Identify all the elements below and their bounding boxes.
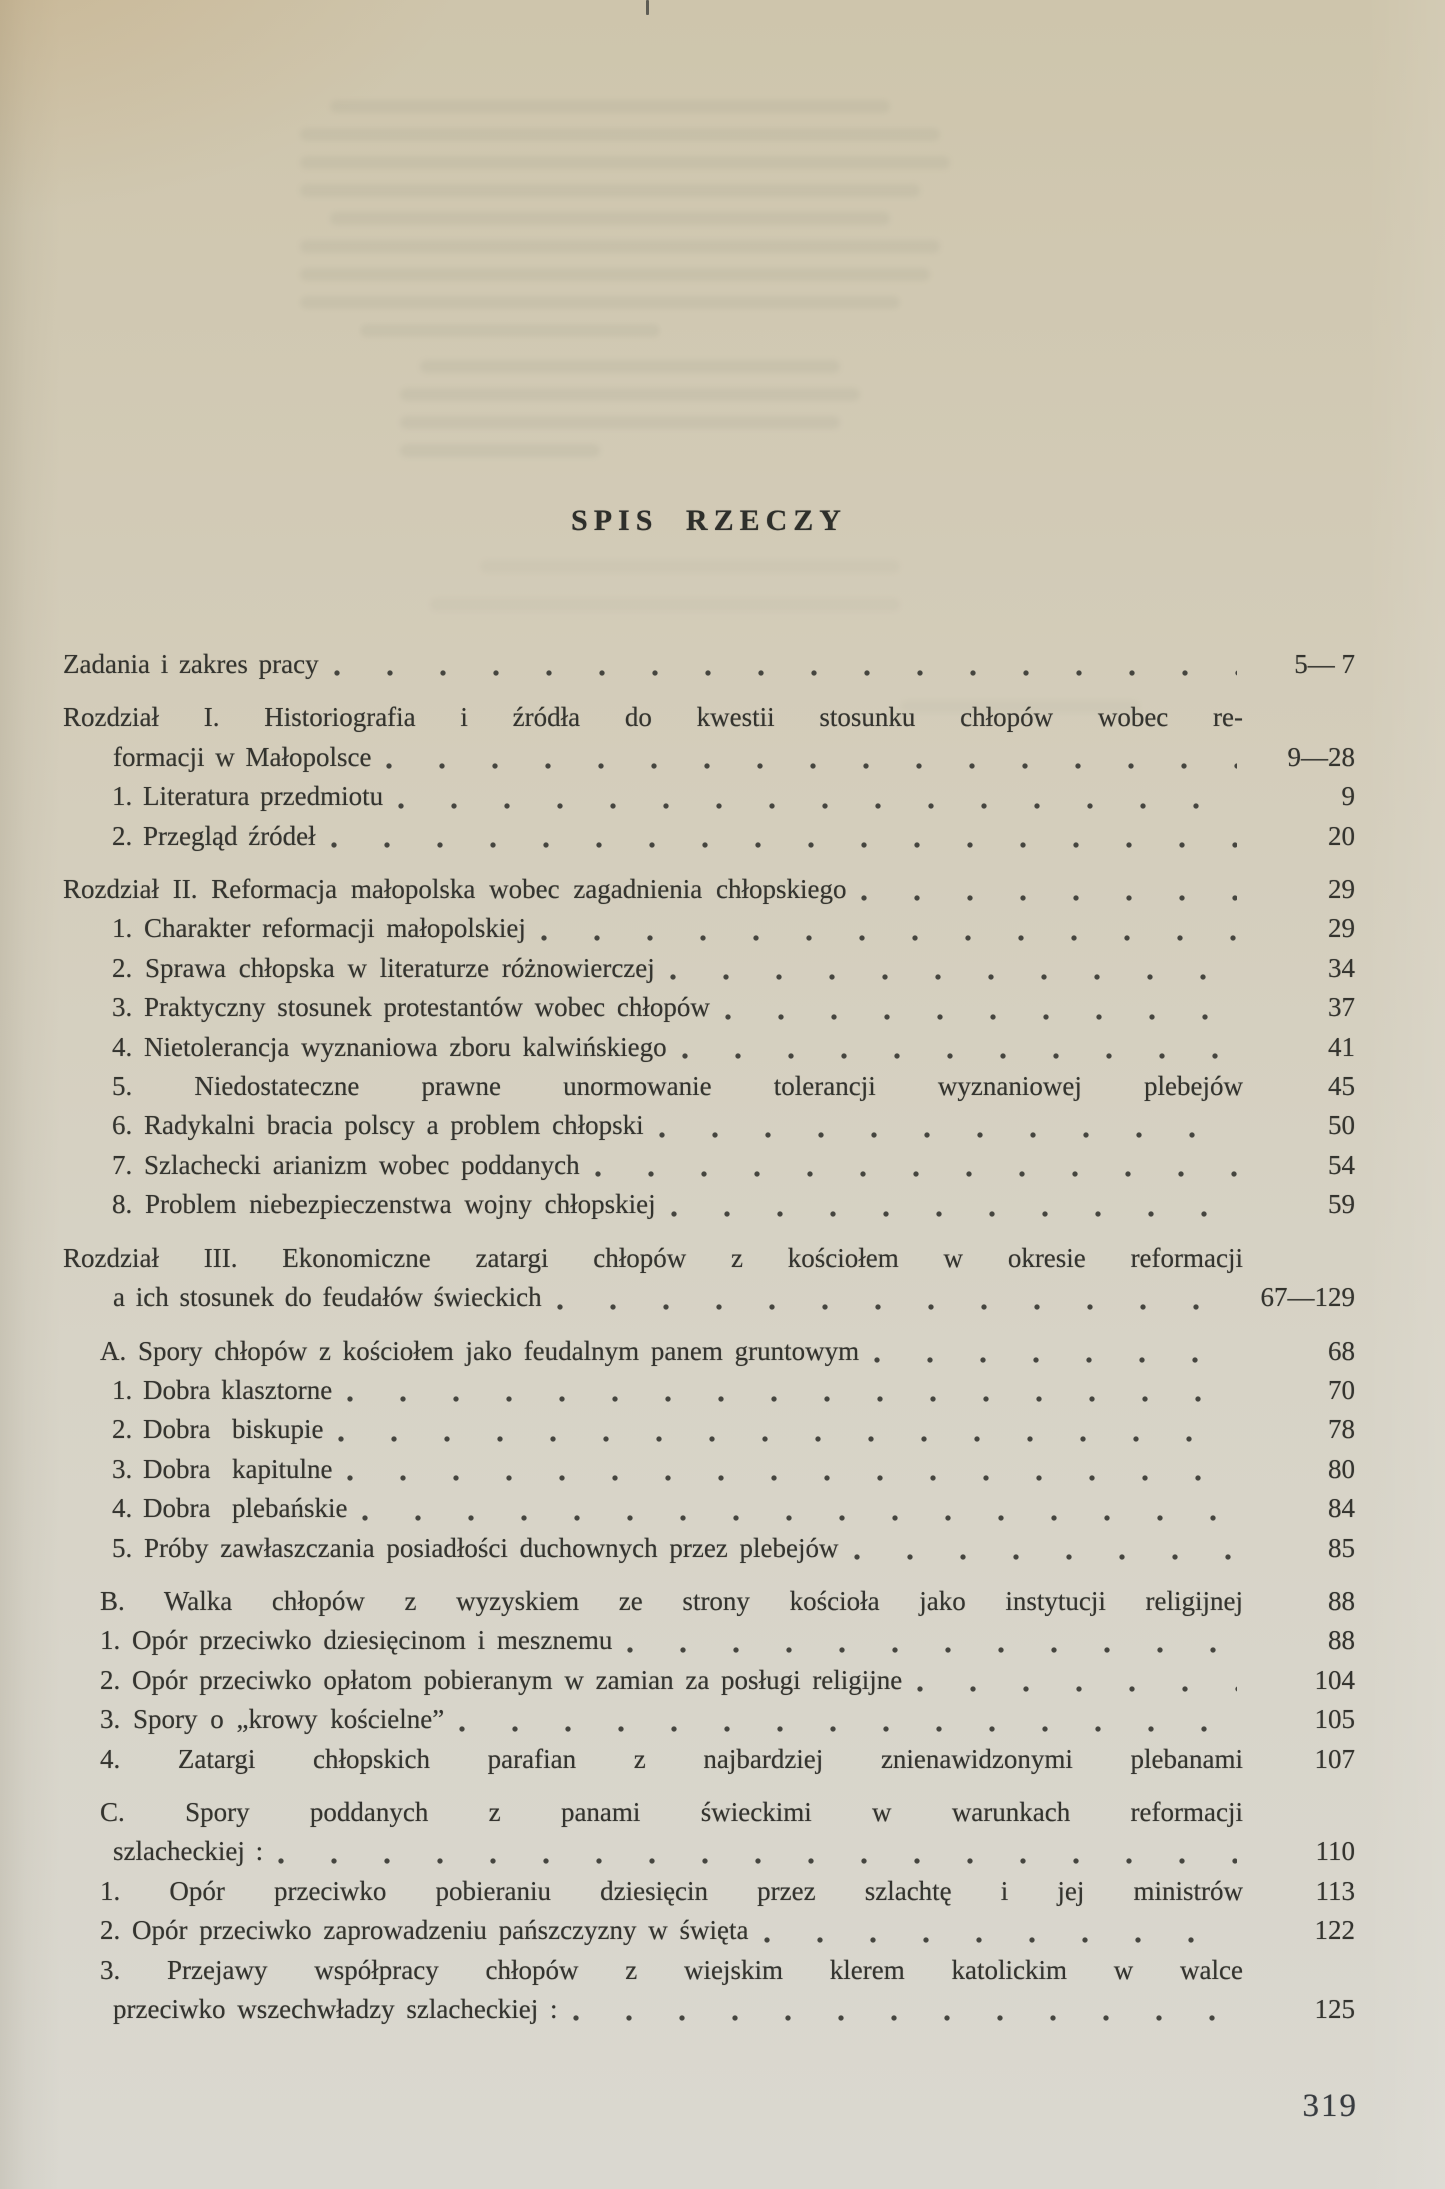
toc-page-number: 85 [1328,1532,1355,1563]
toc-row [63,870,1355,909]
toc-row [63,1450,1355,1489]
toc-leader-dots [670,1210,1237,1218]
toc-row [63,645,1355,684]
toc-row [63,1990,1355,2029]
ghost-text-line [400,388,860,401]
toc-page-number: 41 [1328,1031,1355,1062]
toc-page-number: 45 [1328,1071,1355,1102]
scan-artifact-mark [646,0,649,15]
toc-entry-text: 1. Charakter reformacji małopolskiej [112,913,526,944]
folio-page-number: 319 [1302,2088,1358,2124]
toc-leader-dots [458,1725,1237,1733]
toc-entry-text: 3. Przejawy współpracy chłopów z wiejskim klerem katolickim w walce [100,1954,1243,1985]
toc-entry-text: a ich stosunek do feudałów świeckich [113,1282,542,1313]
toc-page-number: 110 [1315,1836,1355,1867]
toc-row [63,1239,1355,1278]
toc-leader-dots [594,1170,1237,1178]
toc-entry-text: 5. Próby zawłaszczania posiadłości duchownych przez plebejów [112,1532,839,1563]
ghost-text-line [300,240,940,253]
toc-leader-dots [397,802,1237,810]
toc-entry-text: Rozdział II. Reformacja małopolska wobec zagadnienia chłopskiego [63,874,847,905]
toc-leader-dots [916,1685,1237,1693]
toc-page-number: 67—129 [1260,1282,1355,1313]
toc-row [63,1872,1355,1911]
toc-row [63,1489,1355,1528]
toc-page-number: 50 [1328,1110,1355,1141]
toc-row [63,1661,1355,1700]
toc-page-number: 34 [1328,952,1355,983]
toc-leader-dots [763,1936,1238,1944]
toc-row [63,909,1355,948]
toc-entry-text: 3. Praktyczny stosunek protestantów wobec chłopów [112,992,710,1023]
toc-row [63,1582,1355,1621]
toc-entry-text: 2. Dobra biskupie [112,1414,324,1445]
page-title: SPIS RZECZY [571,504,847,537]
ghost-text-line [300,268,930,281]
ghost-text-line [400,444,600,457]
toc-entry-text: 5. Niedostateczne prawne unormowanie tolerancji wyznaniowej plebejów [112,1071,1243,1102]
toc-leader-dots [361,1514,1237,1522]
toc-row [63,1951,1355,1990]
toc-leader-dots [277,1857,1237,1865]
toc-row [63,1410,1355,1449]
toc-page-number: 125 [1314,1994,1355,2024]
toc-leader-dots [853,1553,1237,1561]
toc-leader-dots [346,1474,1237,1482]
toc-entry-text: 4. Dobra plebańskie [112,1493,348,1524]
toc-row [63,1067,1355,1106]
toc-row [63,949,1355,988]
ghost-text-line [300,128,940,141]
toc-page-number: 78 [1328,1414,1355,1445]
toc-entry-text: 3. Dobra kapitulne [112,1453,333,1484]
toc-row [63,988,1355,1027]
ghost-text-line [300,296,900,309]
toc-page-number: 122 [1314,1915,1355,1946]
toc-page-number: 29 [1328,874,1355,905]
toc-entry-text: 1. Literatura przedmiotu [112,781,384,812]
toc-page-number: 104 [1314,1664,1355,1695]
toc-entry-text: Zadania i zakres pracy [63,649,319,679]
toc-leader-dots [337,1435,1237,1443]
toc-entry-text: 7. Szlachecki arianizm wobec poddanych [112,1149,580,1180]
ghost-text-line [360,324,660,337]
toc-page-number: 80 [1328,1453,1355,1484]
toc-row [63,1371,1355,1410]
toc-row [63,1106,1355,1145]
toc-leader-dots [724,1013,1237,1021]
toc-row [63,1278,1355,1317]
toc-entry-text: 6. Radykalni bracia polscy a problem chłopski [112,1110,644,1141]
ghost-text-line [300,184,920,197]
toc-row [63,817,1355,856]
ghost-text-line [430,598,900,611]
toc-page-number: 37 [1328,992,1355,1023]
ghost-text-line [330,212,890,225]
toc-page-number: 105 [1314,1704,1355,1735]
toc-entry-text: A. Spory chłopów z kościołem jako feudalnym panem gruntowym [100,1335,860,1366]
toc-row [63,1332,1355,1371]
toc-entry-text: 2. Sprawa chłopska w literaturze różnowierczej [112,952,655,983]
toc-entry-text: C. Spory poddanych z panami świeckimi w warunkach reformacji [100,1796,1243,1827]
toc-row [63,1028,1355,1067]
toc-row [63,1911,1355,1950]
toc-page-number: 88 [1328,1585,1355,1616]
toc-page-number: 59 [1328,1189,1355,1220]
toc-row [63,738,1355,777]
toc-leader-dots [681,1052,1237,1060]
toc-leader-dots [658,1131,1237,1139]
toc-row [63,1793,1355,1832]
toc-row [63,777,1355,816]
toc-entry-text: Rozdział III. Ekonomiczne zatargi chłopów z kościołem w okresie reformacji [63,1242,1243,1273]
toc-leader-dots [572,2014,1237,2022]
ghost-text-line [400,416,840,429]
toc-row [63,1185,1355,1224]
toc-page-number: 107 [1314,1743,1355,1774]
toc-row [63,1740,1355,1779]
toc-entry-text: 2. Opór przeciwko opłatom pobieranym w zamian za posługi religijne [100,1664,903,1695]
ghost-text-line [330,100,890,113]
toc-page-number: 9 [1341,781,1355,812]
toc-row [63,1700,1355,1739]
toc-page-number: 54 [1328,1149,1355,1180]
toc-leader-dots [556,1303,1237,1311]
toc-page-number: 9—28 [1287,741,1355,772]
toc-page-number: 113 [1315,1875,1355,1906]
toc-leader-dots [669,973,1237,981]
toc-entry-text: 2. Opór przeciwko zaprowadzeniu pańszczyzny w święta [100,1915,749,1946]
toc-page-number: 5— 7 [1294,649,1355,679]
toc-entry-text: 1. Dobra klasztorne [112,1374,333,1405]
toc-leader-dots [540,934,1237,942]
toc-leader-dots [626,1646,1237,1654]
toc-entry-text: 3. Spory o „krowy kościelne” [100,1704,445,1735]
toc-entry-text: przeciwko wszechwładzy szlacheckiej : [113,1994,558,2024]
toc-entry-text: 1. Opór przeciwko dziesięcinom i mesznemu [100,1625,613,1656]
toc-entry-text: formacji w Małopolsce [113,741,372,772]
toc-row [63,1146,1355,1185]
toc-leader-dots [333,669,1237,677]
toc-page-number: 68 [1328,1335,1355,1366]
toc-leader-dots [873,1356,1237,1364]
toc-page-number: 29 [1328,913,1355,944]
toc-page-number: 84 [1328,1493,1355,1524]
toc-page-number: 88 [1328,1625,1355,1656]
ghost-text-line [480,560,900,573]
toc-page-number: 70 [1328,1374,1355,1405]
toc-entry-text: 1. Opór przeciwko pobieraniu dziesięcin przez szlachtę i jej ministrów [100,1875,1243,1906]
toc-row [63,1529,1355,1568]
toc-entry-text: 8. Problem niebezpieczenstwa wojny chłopskiej [112,1189,656,1220]
ghost-text-line [420,360,840,373]
toc-page-number: 20 [1328,820,1355,851]
table-of-contents [0,645,1445,2029]
toc-entry-text: 2. Przegląd źródeł [112,820,316,851]
ghost-text-line [300,156,950,169]
toc-leader-dots [346,1395,1237,1403]
toc-row [63,1621,1355,1660]
toc-row [63,698,1355,737]
toc-entry-text: Rozdział I. Historiografia i źródła do kwestii stosunku chłopów wobec re- [63,702,1243,733]
toc-entry-text: B. Walka chłopów z wyzyskiem ze strony kościoła jako instytucji religijnej [100,1585,1243,1616]
toc-leader-dots [860,894,1237,902]
toc-leader-dots [330,841,1237,849]
toc-leader-dots [385,762,1237,770]
toc-entry-text: 4. Nietolerancja wyznaniowa zboru kalwińskiego [112,1031,667,1062]
toc-entry-text: 4. Zatargi chłopskich parafian z najbardziej znienawidzonymi plebanami [100,1743,1243,1774]
toc-row [63,1832,1355,1871]
toc-entry-text: szlacheckiej : [113,1836,264,1867]
